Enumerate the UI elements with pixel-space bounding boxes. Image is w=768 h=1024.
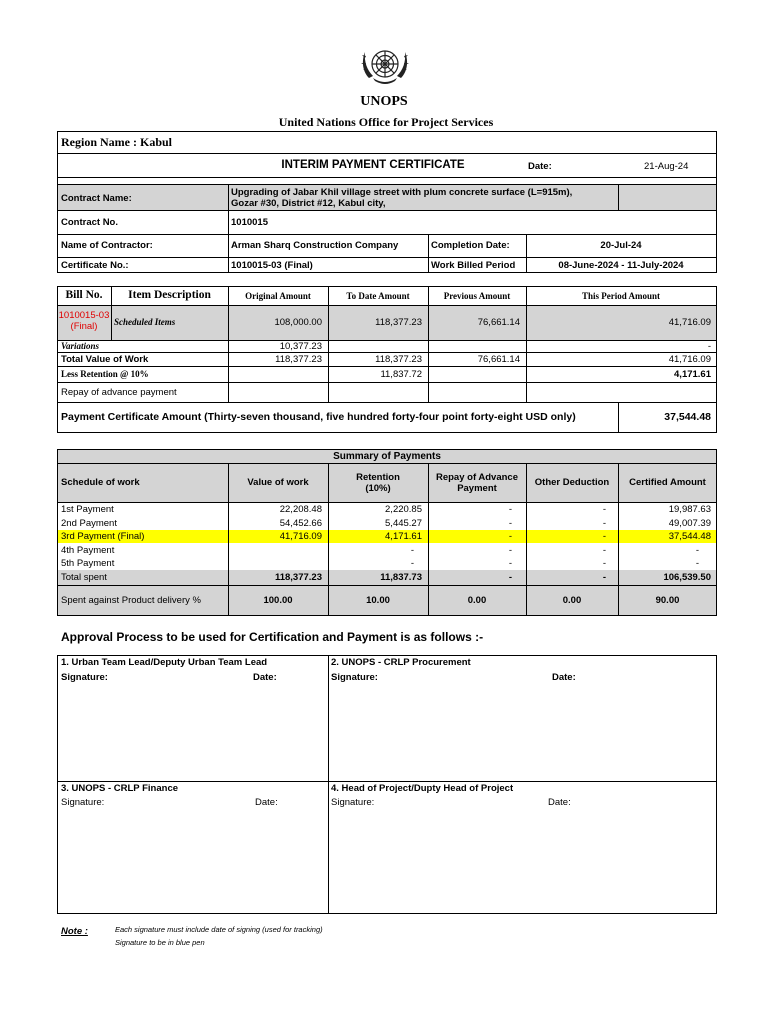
- scheduled-original: 108,000.00: [274, 317, 322, 328]
- payment-row-retention: -: [410, 558, 414, 569]
- approval-box1-date-label: Date:: [253, 672, 277, 683]
- approval-box3-signature-label: Signature:: [61, 797, 105, 808]
- scheduled-previous: 76,661.14: [477, 317, 520, 328]
- un-emblem-icon: [359, 42, 411, 90]
- repay-advance-label: Repay of advance payment: [61, 387, 177, 398]
- approval-box3-date-label: Date:: [255, 797, 278, 808]
- retention-this-period: 4,171.61: [674, 369, 711, 380]
- original-amount-header: Original Amount: [245, 291, 311, 301]
- scheduled-this-period: 41,716.09: [668, 317, 711, 328]
- completion-date: 20-Jul-24: [600, 240, 642, 251]
- to-date-amount-header: To Date Amount: [346, 291, 410, 301]
- contract-name-line2: Gozar #30, District #12, Kabul city,: [231, 198, 386, 209]
- spent-pct-retention: 10.00: [366, 595, 390, 606]
- spent-pct-other: 0.00: [562, 595, 582, 606]
- billed-period-label: Work Billed Period: [431, 260, 516, 271]
- retention-header-2: (10%): [365, 483, 391, 494]
- total-spent-retention: 11,837.73: [380, 572, 422, 583]
- certified-amount-header: Certified Amount: [629, 477, 706, 488]
- spent-pct-value: 100.00: [263, 595, 293, 606]
- variations-original: 10,377.23: [279, 341, 322, 352]
- approval-box4-date-label: Date:: [548, 797, 571, 808]
- payment-row-repay: -: [508, 504, 512, 515]
- billed-period: 08-June-2024 - 11-July-2024: [558, 260, 684, 271]
- this-period-amount-header: This Period Amount: [581, 291, 660, 301]
- retention-label: Less Retention @ 10%: [61, 369, 149, 379]
- spent-pct-certified: 90.00: [655, 595, 680, 606]
- approval-box4-title: 4. Head of Project/Dupty Head of Project: [331, 783, 514, 794]
- repay-advance-header-2: Payment: [457, 483, 497, 494]
- bill-no-header: Bill No.: [65, 289, 103, 301]
- total-to-date: 118,377.23: [375, 354, 422, 365]
- approval-box4-signature-label: Signature:: [331, 797, 375, 808]
- approval-box3-title: 3. UNOPS - CRLP Finance: [61, 783, 179, 794]
- payment-row-name: 4th Payment: [61, 545, 115, 556]
- date-label: Date:: [528, 161, 552, 172]
- payment-row-retention: -: [410, 545, 414, 556]
- payment-row-certified: 19,987.63: [668, 504, 711, 515]
- certificate-no-label: Certificate No.:: [61, 260, 129, 271]
- total-spent-value: 118,377.23: [274, 572, 322, 583]
- payment-row-name: 1st Payment: [61, 504, 114, 515]
- scheduled-items-label: Scheduled Items: [114, 317, 176, 327]
- total-spent-label: Total spent: [61, 572, 107, 583]
- total-value-label: Total Value of Work: [61, 354, 149, 365]
- approval-box2-signature-label: Signature:: [331, 672, 378, 683]
- payment-row-other: -: [602, 558, 606, 569]
- repay-advance-header-1: Repay of Advance: [435, 472, 518, 483]
- certificate-date: 21-Aug-24: [644, 161, 689, 172]
- payment-row-name: 2nd Payment: [61, 518, 117, 529]
- spent-pct-label: Spent against Product delivery %: [61, 595, 201, 606]
- payment-row-other: -: [602, 545, 606, 556]
- item-description-header: Item Description: [128, 289, 211, 301]
- payment-row-retention: 5,445.27: [385, 518, 422, 529]
- variations-label: Variations: [61, 341, 100, 351]
- payment-row-name: 5th Payment: [61, 558, 115, 569]
- contract-name-line1: Upgrading of Jabar Khil village street with plum concrete surface (L=915m),: [231, 187, 573, 198]
- payment-row-other: -: [602, 518, 606, 529]
- contract-no: 1010015: [231, 217, 268, 228]
- other-deduction-header: Other Deduction: [534, 477, 610, 488]
- bill-no-value: 1010015-03: [58, 310, 110, 321]
- payment-row-value: 22,208.48: [279, 504, 322, 515]
- payment-row-retention: 2,220.85: [385, 504, 422, 515]
- contract-no-label: Contract No.: [61, 217, 118, 228]
- certificate-no: 1010015-03 (Final): [231, 260, 313, 271]
- total-spent-other: -: [602, 572, 606, 583]
- total-previous: 76,661.14: [477, 354, 520, 365]
- org-full-name: United Nations Office for Project Services: [278, 115, 494, 129]
- previous-amount-header: Previous Amount: [443, 291, 511, 301]
- approval-box1-title: 1. Urban Team Lead/Deputy Urban Team Lead: [61, 657, 268, 668]
- total-spent-certified: 106,539.50: [663, 572, 711, 583]
- payment-row-certified: 49,007.39: [668, 518, 711, 529]
- approval-box2-title: 2. UNOPS - CRLP Procurement: [331, 657, 471, 668]
- total-spent-repay: -: [508, 572, 512, 583]
- note-label: Note :: [61, 926, 88, 937]
- completion-date-label: Completion Date:: [431, 240, 510, 251]
- schedule-of-work-header: Schedule of work: [61, 477, 140, 488]
- total-original: 118,377.23: [275, 354, 322, 365]
- approval-box2-date-label: Date:: [552, 672, 576, 683]
- payment-row-certified: -: [695, 545, 699, 556]
- contractor-label: Name of Contractor:: [61, 240, 153, 251]
- scheduled-to-date: 118,377.23: [375, 317, 422, 328]
- payment-row-other: -: [602, 504, 606, 515]
- payment-row-other: -: [602, 531, 606, 542]
- value-of-work-header: Value of work: [247, 477, 309, 488]
- payment-row-certified: -: [695, 558, 699, 569]
- variations-this-period: -: [707, 341, 711, 352]
- retention-header-1: Retention: [356, 472, 400, 483]
- retention-to-date: 11,837.72: [380, 369, 422, 380]
- total-this-period: 41,716.09: [668, 354, 711, 365]
- payment-row-value: 54,452.66: [279, 518, 322, 529]
- note-line-2: Signature to be in blue pen: [115, 938, 205, 947]
- summary-title: Summary of Payments: [333, 451, 441, 462]
- payment-row-value: 41,716.09: [279, 531, 322, 542]
- bill-no-final: (Final): [70, 321, 98, 332]
- payment-row-repay: -: [508, 518, 512, 529]
- approval-heading: Approval Process to be used for Certification and Payment is as follows :-: [61, 630, 484, 644]
- payment-row-name: 3rd Payment (Final): [61, 531, 145, 542]
- payment-row-repay: -: [508, 531, 512, 542]
- org-short-name: UNOPS: [360, 94, 408, 109]
- payment-row-repay: -: [508, 558, 512, 569]
- region-name: Region Name : Kabul: [61, 135, 172, 149]
- payment-row-repay: -: [508, 545, 512, 556]
- contract-name-label: Contract Name:: [61, 193, 132, 204]
- payment-row-certified: 37,544.48: [668, 531, 711, 542]
- note-line-1: Each signature must include date of signing (used for tracking): [115, 925, 323, 934]
- approval-box1-signature-label: Signature:: [61, 672, 108, 683]
- certificate-title: INTERIM PAYMENT CERTIFICATE: [281, 159, 465, 171]
- spent-pct-repay: 0.00: [467, 595, 487, 606]
- payment-row-retention: 4,171.61: [385, 531, 422, 542]
- payment-certificate-amount: 37,544.48: [664, 411, 711, 423]
- payment-certificate-label: Payment Certificate Amount (Thirty-seven thousand, five hundred forty-four point forty-eight USD only): [61, 411, 576, 423]
- contractor-name: Arman Sharq Construction Company: [231, 240, 399, 251]
